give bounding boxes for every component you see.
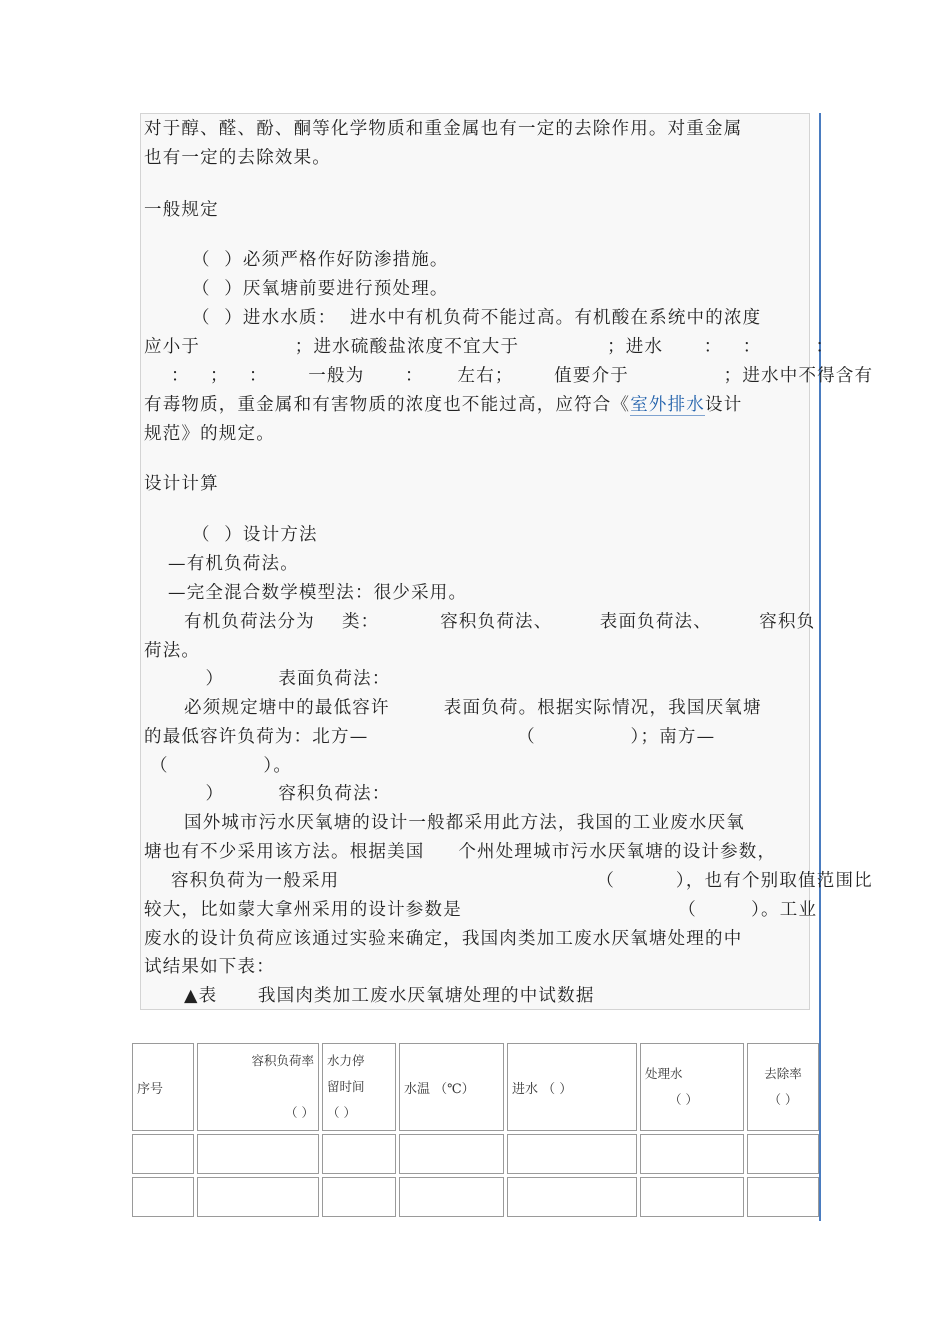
table-cell — [197, 1177, 319, 1217]
col-header-influent — [507, 1043, 637, 1131]
calc-line: 废水的设计负荷应该通过实验来确定，我国肉类加工废水厌氧塘处理的中 — [144, 929, 743, 949]
calc-line: 国外城市污水厌氧塘的设计一般都采用此方法，我国的工业废水厌氧 — [184, 813, 745, 833]
col-header-water-temp — [399, 1043, 504, 1131]
table-cell — [322, 1177, 396, 1217]
table-cell — [507, 1134, 637, 1174]
rule-text: 有毒物质，重金属和有害物质的浓度也不能过高，应符合《 — [144, 395, 631, 415]
col-header-volume-load — [197, 1043, 319, 1131]
table-cell — [322, 1134, 396, 1174]
table-cell — [747, 1134, 819, 1174]
standard-link[interactable]: 室外排水 — [630, 395, 706, 415]
paragraph-line: 对于醇、醛、酚、酮等化学物质和重金属也有一定的去除作用。对重金属 — [144, 119, 743, 139]
pilot-data-table — [129, 1040, 822, 1220]
rule-text: 设计 — [705, 395, 743, 415]
header-text: 序号 — [137, 1081, 164, 1097]
col-header-retention-time — [322, 1043, 396, 1131]
table-row — [132, 1177, 819, 1217]
calc-line: 试结果如下表： — [144, 957, 275, 977]
calc-line: 的最低容许负荷为：北方— （ ）；南方— — [144, 727, 716, 747]
col-header-effluent — [640, 1043, 744, 1131]
rule-line: ： ； ： 一般为 ： 左右； 值要介于 ；进水中不得含有 — [144, 366, 874, 386]
table-caption: ▲表 我国肉类加工废水厌氧塘处理的中试数据 — [184, 986, 595, 1006]
rule-line: （ ）必须严格作好防渗措施。 — [192, 250, 449, 270]
header-text: 容积负荷率 — [251, 1053, 314, 1068]
table-cell — [640, 1134, 744, 1174]
calc-line: 容积负荷为一般采用 （ ），也有个别取值范围比 — [144, 871, 873, 891]
table-cell — [747, 1177, 819, 1217]
table-cell — [132, 1177, 194, 1217]
calc-line: 有机负荷法分为 类： 容积负荷法、 表面负荷法、 容积负 — [184, 612, 816, 632]
table-cell — [197, 1134, 319, 1174]
table-cell — [399, 1134, 504, 1174]
header-text: （ ） — [768, 1092, 798, 1107]
calc-line: 较大，比如蒙大拿州采用的设计参数是 （ ）。工业 — [144, 900, 818, 920]
table-cell — [640, 1177, 744, 1217]
section-heading-general: 一般规定 — [144, 200, 219, 220]
calc-line: ） 表面负荷法： — [192, 669, 391, 689]
header-text: 水力停 — [327, 1053, 365, 1068]
calc-line: 塘也有不少采用该方法。根据美国 个州处理城市污水厌氧塘的设计参数， — [144, 842, 777, 862]
rule-line — [144, 391, 742, 420]
calc-line: 必须规定塘中的最低容许 表面负荷。根据实际情况，我国厌氧塘 — [184, 698, 762, 718]
table-cell — [507, 1177, 637, 1217]
table-cell — [399, 1177, 504, 1217]
calc-line: （ ）。 — [150, 756, 293, 776]
rule-line: 规范》的规定。 — [144, 424, 275, 444]
header-text: 去除率 — [764, 1066, 802, 1081]
header-text: 处理水 — [645, 1066, 683, 1081]
section-heading-calc: 设计计算 — [144, 474, 219, 494]
table-cell — [132, 1134, 194, 1174]
calc-line: ） 容积负荷法： — [192, 784, 391, 804]
col-header-removal-rate — [747, 1043, 819, 1131]
header-text: 进水 （ ） — [512, 1081, 573, 1097]
rule-line: （ ）进水水质： 进水中有机负荷不能过高。有机酸在系统中的浓度 — [192, 308, 762, 328]
rule-line: （ ）厌氧塘前要进行预处理。 — [192, 279, 449, 299]
col-header-index — [132, 1043, 194, 1131]
paragraph-line: 也有一定的去除效果。 — [144, 148, 331, 168]
header-text: 留时间 — [327, 1079, 365, 1094]
calc-line: —完全混合数学模型法：很少采用。 — [168, 583, 468, 603]
header-text: （ ） — [327, 1105, 356, 1120]
calc-line: 荷法。 — [144, 641, 201, 661]
table-header-row — [132, 1043, 819, 1131]
calc-line: （ ）设计方法 — [192, 525, 318, 545]
calc-line: —有机负荷法。 — [168, 554, 299, 574]
header-text: 水温 （℃） — [404, 1081, 475, 1097]
header-text: （ ） — [285, 1105, 314, 1120]
header-text: （ ） — [669, 1092, 698, 1107]
table-row — [132, 1134, 819, 1174]
rule-line: 应小于 ；进水硫酸盐浓度不宜大于 ；进水 ： ： ： — [144, 337, 835, 357]
